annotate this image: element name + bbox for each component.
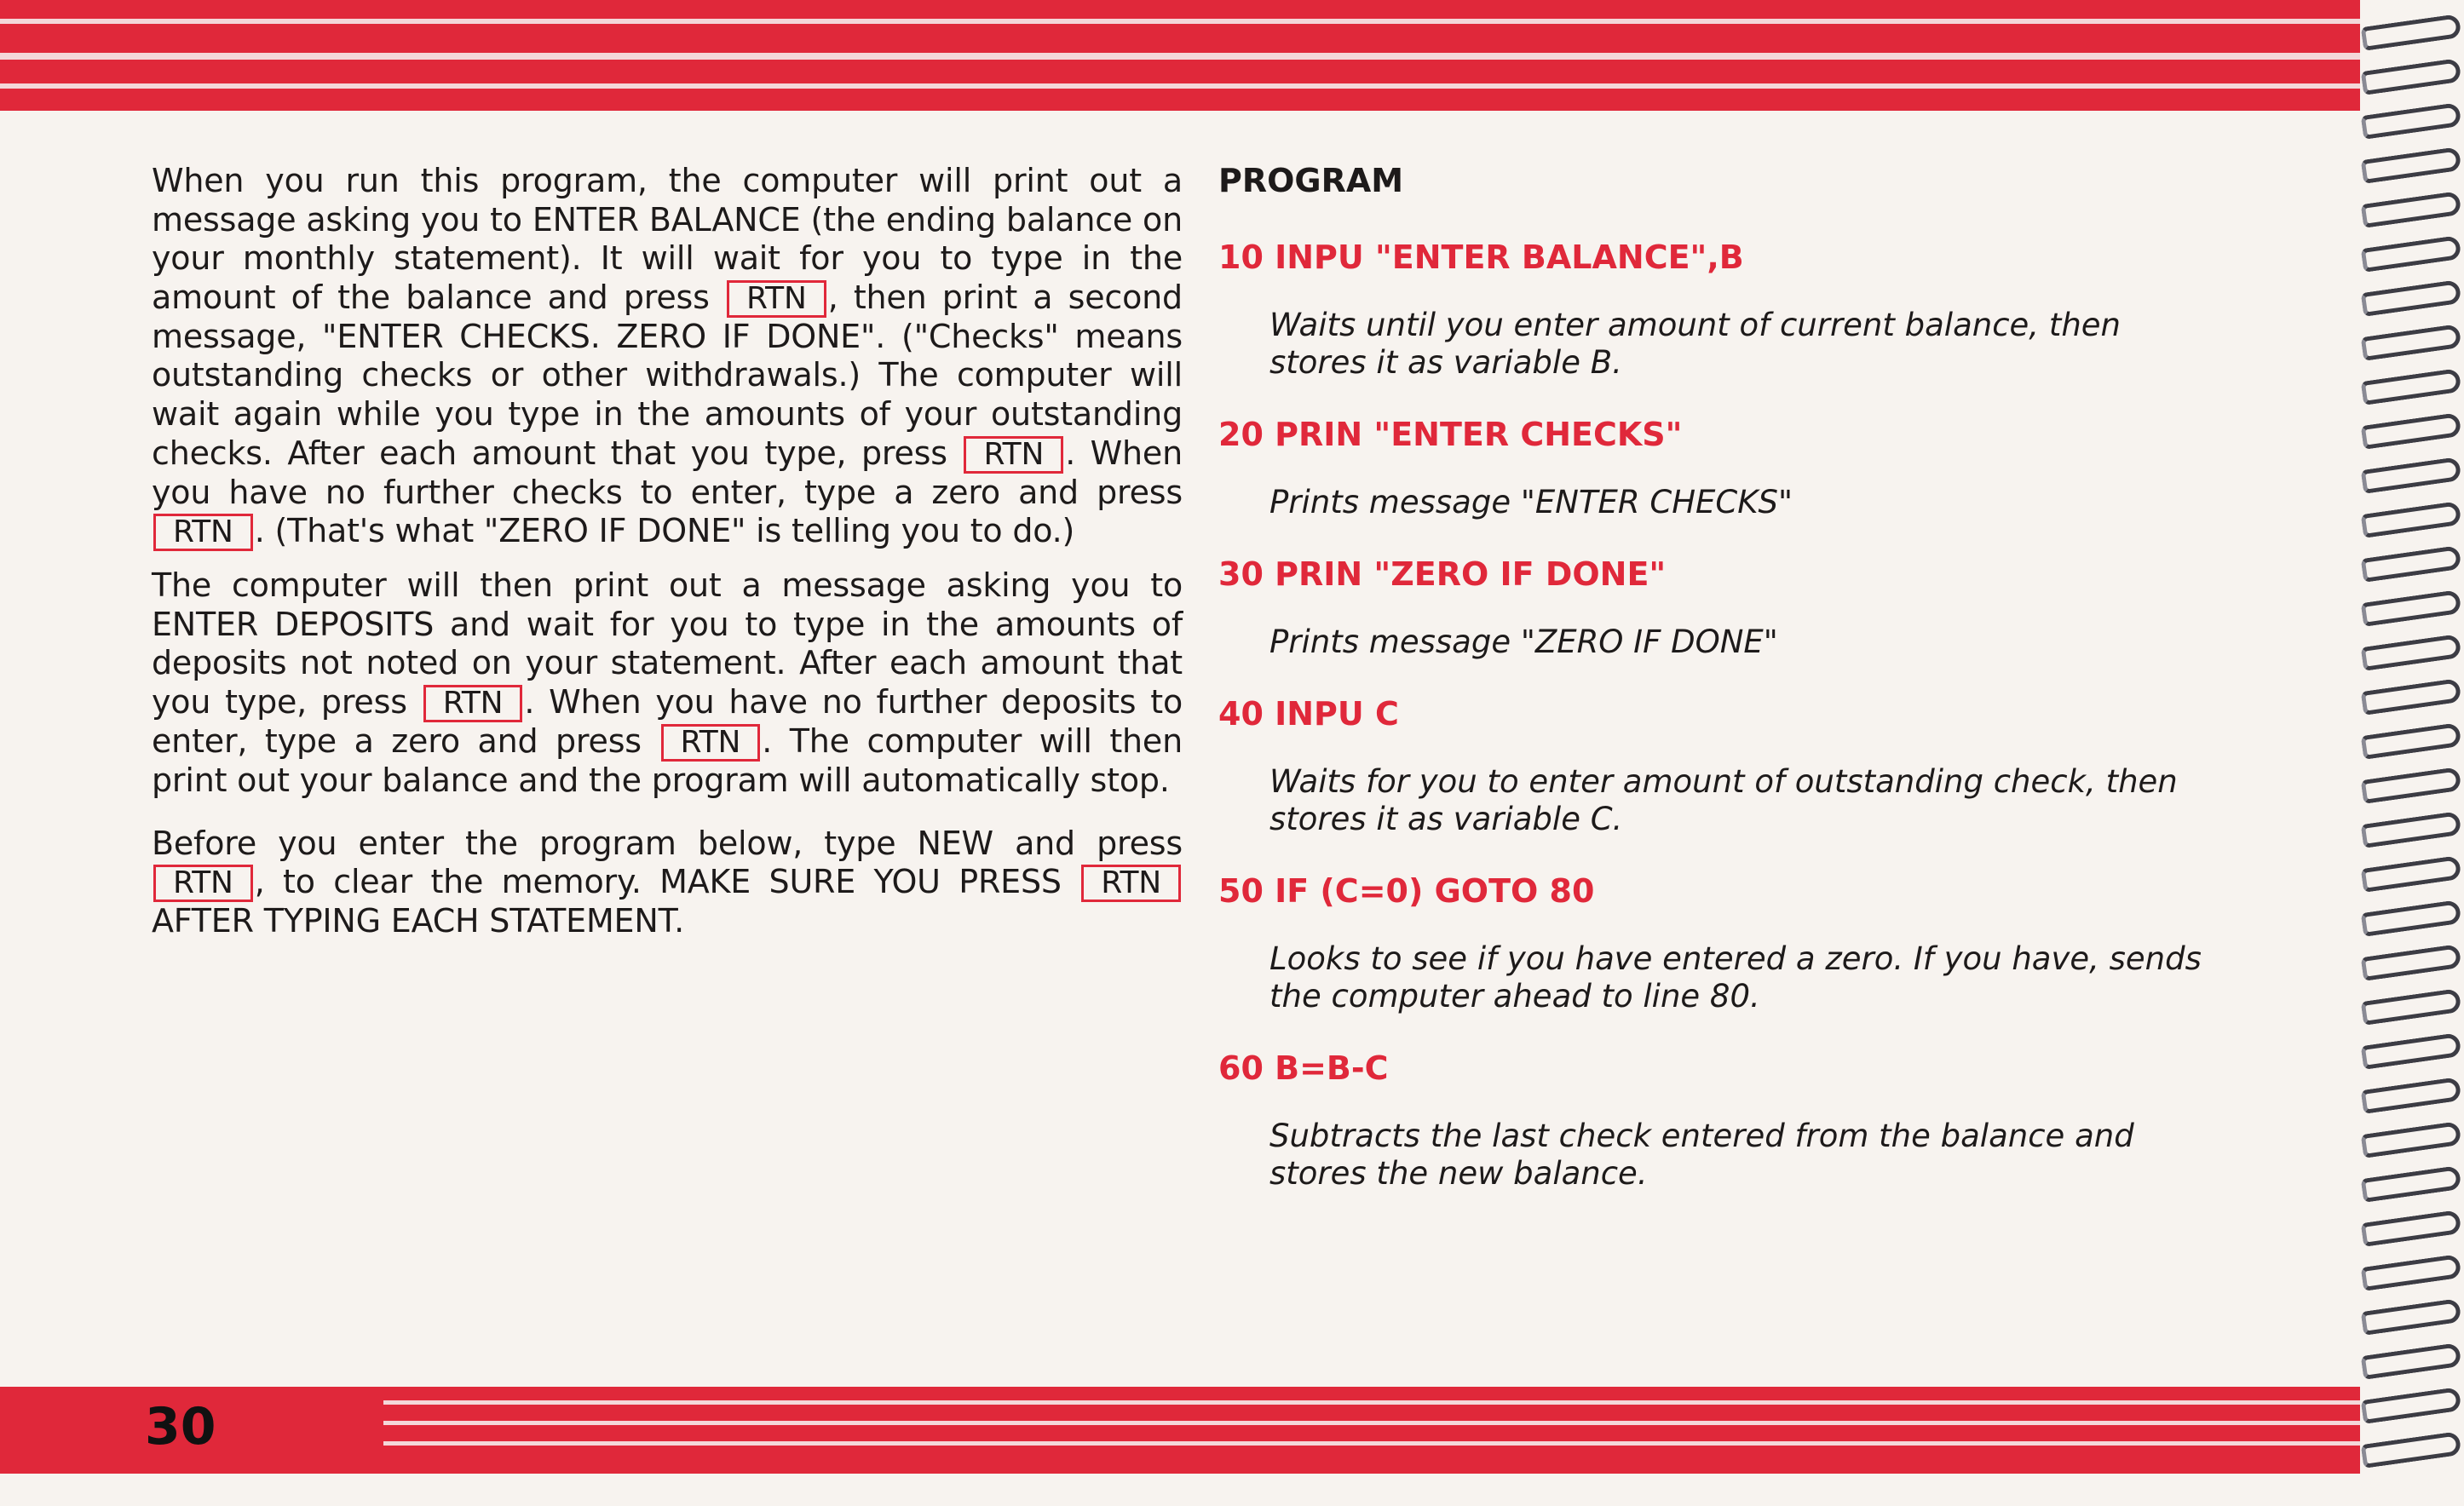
statement-description: Subtracts the last check entered from the balance and stores the new balance. bbox=[1269, 1118, 2134, 1192]
statement-description: Waits until you enter amount of current balance, then stores it as variable B. bbox=[1269, 307, 2121, 381]
statement-description: Prints message "ENTER CHECKS" bbox=[1269, 484, 1793, 520]
text-span: AFTER TYPING EACH STATEMENT. bbox=[152, 902, 684, 940]
rtn-key-label: RTN bbox=[727, 280, 826, 318]
text-span: When you run this program, the computer will print out a message asking you to ENTER BALANCE (the ending balance on your monthly statement). It will wait for you to type in the amount of the balance and press bbox=[152, 162, 1183, 316]
text-span: Before you enter the program below, type NEW and press bbox=[152, 824, 1183, 862]
statement-description: Looks to see if you have entered a zero. If you have, sends the computer ahead to line 80. bbox=[1269, 940, 2202, 1015]
text-span: The computer will then print out a message asking you to ENTER DEPOSITS and wait for you to type in the amounts of deposits not noted on your statement. After each amount that you type, press bbox=[152, 566, 1183, 721]
rtn-key-label: RTN bbox=[1081, 865, 1181, 902]
text-span: . When you have no further deposits to enter, type a zero and press bbox=[152, 682, 1183, 760]
statement-description: Prints message "ZERO IF DONE" bbox=[1269, 624, 1778, 660]
rtn-key-label: RTN bbox=[153, 865, 253, 902]
statement-description: Waits for you to enter amount of outstanding check, then stores it as variable C. bbox=[1269, 763, 2178, 837]
page-number: 30 bbox=[145, 1397, 216, 1457]
paragraph-program-run bbox=[152, 162, 1183, 551]
text-span: . The computer will then print out your balance and the program will automatically stop. bbox=[152, 721, 1183, 799]
text-span: , to clear the memory. MAKE SURE YOU PRESS bbox=[254, 863, 1062, 901]
paragraph-deposits bbox=[152, 566, 1183, 800]
paragraph-before-entering bbox=[152, 825, 1183, 941]
text-span: , then print a second message, "ENTER CHECKS. ZERO IF DONE". ("Checks" means outstanding checks or other withdrawals.) The computer will wait again while you type in the amounts of your outstanding checks. After each amount that you type, press bbox=[152, 278, 1183, 472]
rtn-key-label: RTN bbox=[423, 685, 523, 722]
rtn-key-label: RTN bbox=[153, 514, 253, 551]
bottom-red-band bbox=[0, 1387, 2377, 1474]
rtn-key-label: RTN bbox=[964, 436, 1063, 474]
program-statement: 40 INPU C bbox=[1218, 695, 1399, 733]
program-heading: PROGRAM bbox=[1218, 162, 1404, 199]
text-span: . When you have no further checks to enter, type a zero and press bbox=[152, 434, 1183, 511]
program-listing bbox=[1218, 162, 2241, 1227]
program-statement: 60 B=B-C bbox=[1218, 1049, 1389, 1087]
left-column-text bbox=[152, 162, 1183, 957]
program-statement: 30 PRIN "ZERO IF DONE" bbox=[1218, 555, 1667, 593]
program-statement: 20 PRIN "ENTER CHECKS" bbox=[1218, 416, 1683, 453]
program-statement: 10 INPU "ENTER BALANCE",B bbox=[1218, 239, 1744, 276]
rtn-key-label: RTN bbox=[661, 724, 761, 762]
text-span: . (That's what "ZERO IF DONE" is telling you to do.) bbox=[254, 512, 1075, 550]
program-statement: 50 IF (C=0) GOTO 80 bbox=[1218, 872, 1595, 910]
top-red-band bbox=[0, 0, 2377, 111]
